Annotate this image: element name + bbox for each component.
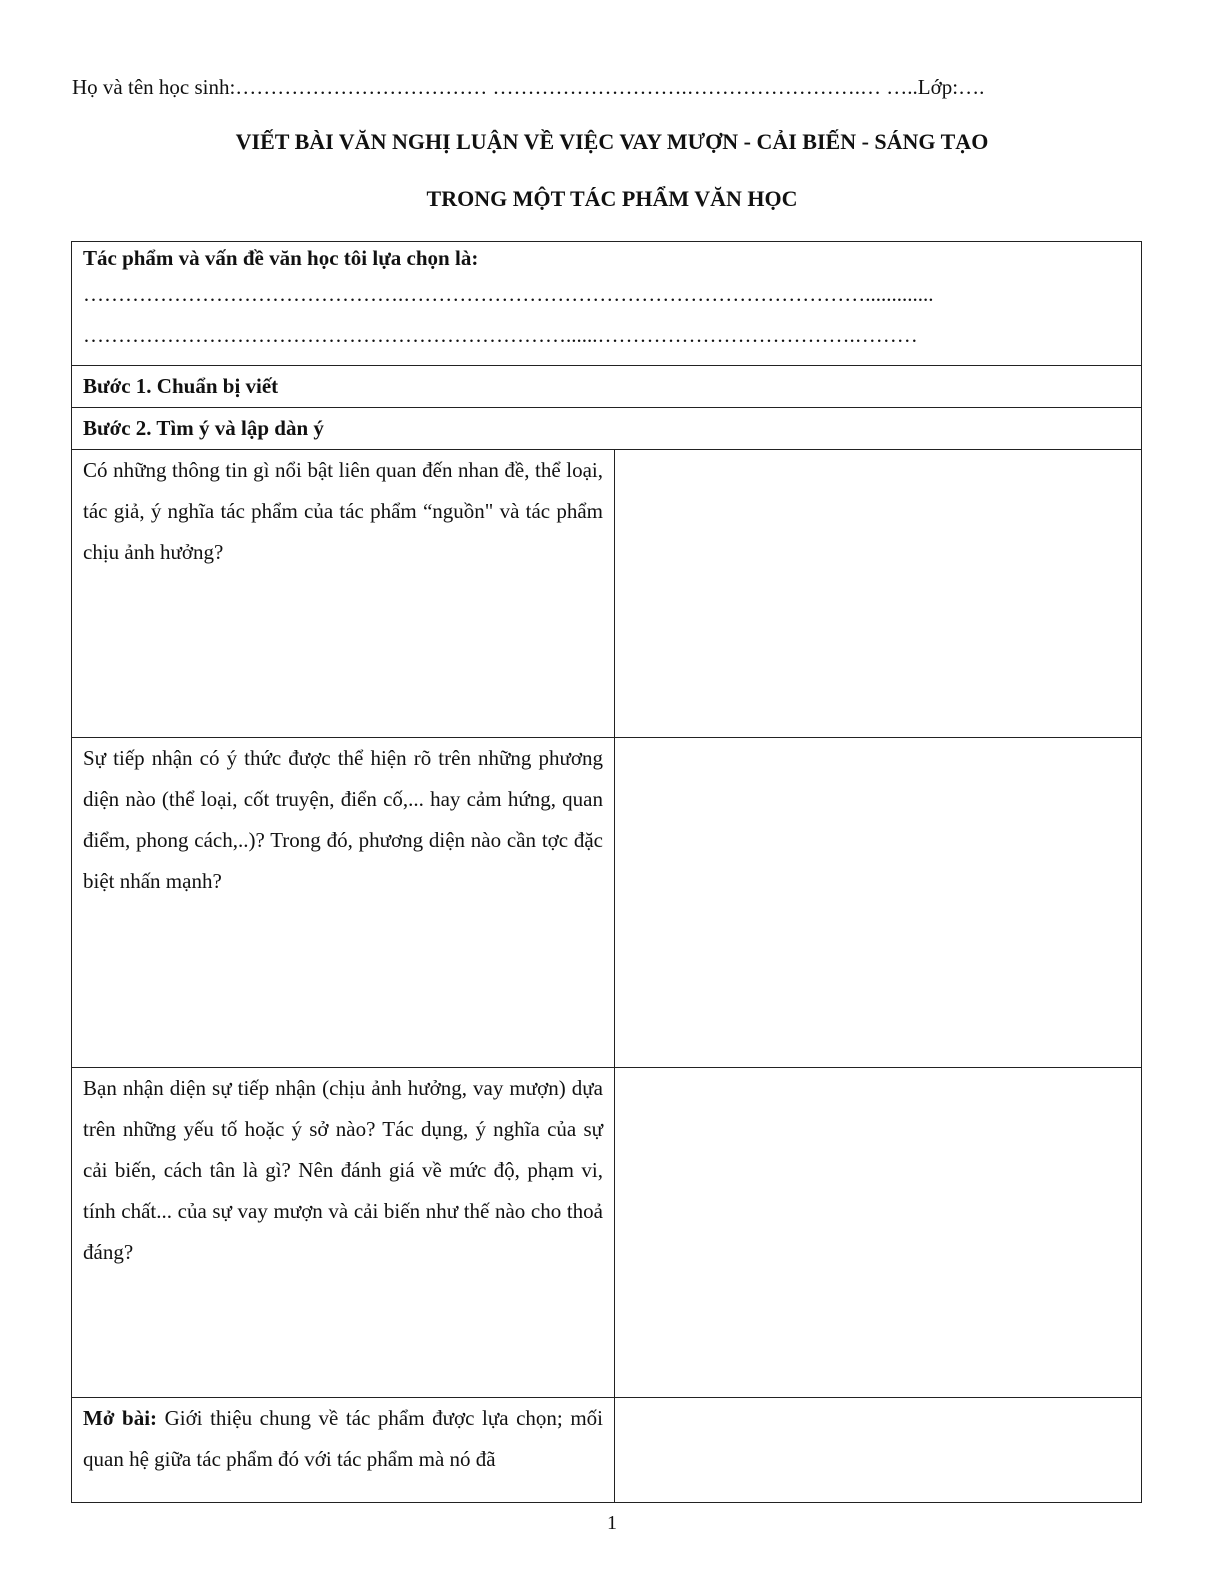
mo-bai-prompt bbox=[72, 1398, 615, 1503]
question-row-1 bbox=[72, 450, 1142, 738]
mo-bai-label: Mở bài: bbox=[83, 1406, 158, 1430]
document-title-line-1: VIẾT BÀI VĂN NGHỊ LUẬN VỀ VIỆC VAY MƯỢN - CẢI BIẾN - SÁNG TẠO bbox=[235, 129, 989, 154]
choice-dots-line-2: ……………………………………………………………......……………………………….……… bbox=[83, 323, 918, 347]
choice-label: Tác phẩm và vấn đề văn học tôi lựa chọn là: bbox=[83, 246, 479, 270]
question-3-text: Bạn nhận diện sự tiếp nhận (chịu ảnh hưởng, vay mượn) dựa trên những yếu tố hoặc ý sở nào? Tác dụng, ý nghĩa của sự cải biến, cách tân là gì? Nên đánh giá về mức độ, phạm vi, tính chất... của sự vay mượn và cải biến như thế nào cho thoả đáng? bbox=[72, 1068, 615, 1398]
step2-heading: Bước 2. Tìm ý và lập dàn ý bbox=[72, 408, 1142, 450]
question-1-text: Có những thông tin gì nổi bật liên quan đến nhan đề, thể loại, tác giả, ý nghĩa tác phẩm của tác phẩm “nguồn" và tác phẩm chịu ảnh hưởng? bbox=[72, 450, 615, 738]
student-info-line: Họ và tên học sinh:……………………………… ……………………….…………………….… …..Lớp:…. bbox=[72, 75, 985, 99]
answer-cell-2[interactable] bbox=[615, 738, 1142, 1068]
answer-cell-1[interactable] bbox=[615, 450, 1142, 738]
question-2-text: Sự tiếp nhận có ý thức được thể hiện rõ trên những phương diện nào (thể loại, cốt truyện, điển cố,... hay cảm hứng, quan điểm, phong cách,..)? Trong đó, phương diện nào cần tợc đặc biệt nhấn mạnh? bbox=[72, 738, 615, 1068]
step2-row bbox=[72, 408, 1142, 450]
choice-dots-line-1: ……………………………………….…………………………………………………………............. bbox=[83, 282, 934, 306]
choice-cell[interactable] bbox=[72, 242, 1142, 366]
step1-heading: Bước 1. Chuẩn bị viết bbox=[72, 366, 1142, 408]
step1-row bbox=[72, 366, 1142, 408]
document-title-line-2: TRONG MỘT TÁC PHẨM VĂN HỌC bbox=[426, 186, 798, 211]
answer-cell-mo-bai[interactable] bbox=[615, 1398, 1142, 1503]
worksheet-table bbox=[71, 241, 1142, 1503]
answer-cell-3[interactable] bbox=[615, 1068, 1142, 1398]
mo-bai-text: Giới thiệu chung về tác phẩm được lựa chọn; mối quan hệ giữa tác phẩm đó với tác phẩm mà nó đã bbox=[83, 1406, 603, 1471]
question-row-3 bbox=[72, 1068, 1142, 1398]
mo-bai-row bbox=[72, 1398, 1142, 1503]
question-row-2 bbox=[72, 738, 1142, 1068]
choice-row bbox=[72, 242, 1142, 366]
page-number: 1 bbox=[607, 1512, 617, 1534]
